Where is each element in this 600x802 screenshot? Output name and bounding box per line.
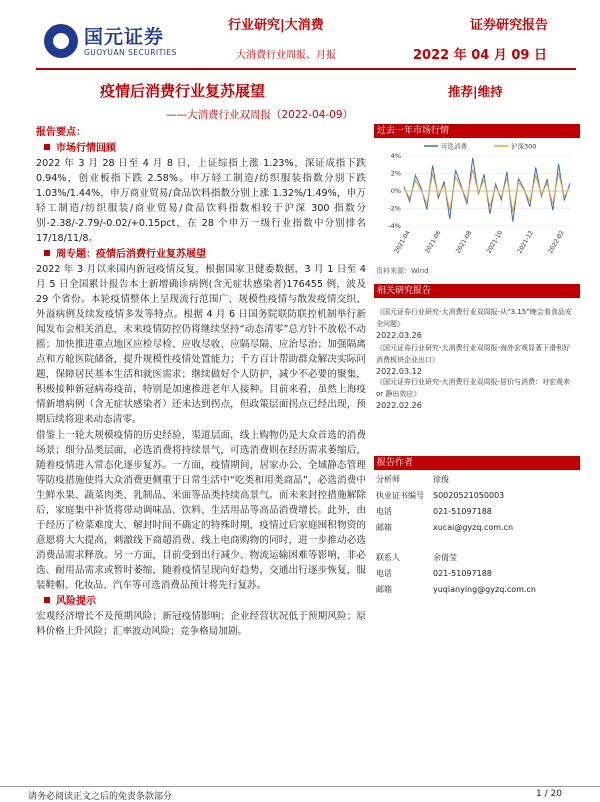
report-subtitle: ——大消费行业双周报（2022-04-09） [166,109,354,121]
contact-email-row: 邮箱 yuqianying@gyzq.com.cn [376,585,536,594]
footer-divider [0,786,600,787]
chart-source: 资料来源：Wind [376,267,429,275]
x-tick-label: 2021-10 [485,229,505,255]
bullet-square-icon [44,597,50,603]
y-tick-label: -4% [388,222,401,230]
report-category: 行业研究|大消费 [228,18,324,33]
legend-label: 可选消费 [441,142,467,151]
related-report-item: 《国元证券行业研究-大消费行业双周报-从“3.15”晚会看食品安全问题》 2022.03.26 [376,308,572,340]
section-bullet-risk: 风险提示 [36,594,366,609]
chart-section-title: 过去一年市场行情 [374,124,580,138]
logo-name-en: GUOYUAN SECURITIES [84,48,177,57]
header-divider [36,68,576,70]
analyst-phone-row: 电话 021-51097188 [376,507,492,516]
report-date: 2022 年 04 月 09 日 [413,48,547,63]
series-line-0 [404,158,570,222]
y-tick-label: 0% [390,187,401,195]
report-summary [36,124,366,640]
related-report-item: 《国元证券行业研究-大消费行业双周报-海外宏观显著下滑利好消费板块企业出口》 2022.03.12 [376,344,571,376]
logo-name-cn: 国元证券 [84,26,165,48]
report-subcategory: 大消费行业周报、月报 [236,50,336,61]
section-bullet-market: 市场行情回顾 [36,141,366,156]
x-tick-label: 2021-08 [454,229,474,255]
related-research-title: 相关研究报告 [374,284,580,298]
topic-text-2: 借鉴上一轮大规模疫情的历史经验，渠道层面，线上购物仍是大众首选的消费场景；细分品类层面，必选消费将持续景气，可选消费则在经历需求萎缩后，随着疫情进入常态化逐步复苏。一方面，疫情期间，居家办公、全域静态管理等防疫措施使得大众消费更侧重于日常生活中“吃类和用类商品”，必选消费中生鲜水果、蔬菜肉类、乳制品、米面等品类持续高景气。而未来封控措施解除后，家庭集中补货将带动调味品、饮料、生活用品等高品消费增长。此外，由于经历了检菜难度大、解封时间不确定的特殊时期，疫情过后家庭囤积物资的意愿将大大提高，刺激线下商超消费、线上电商购物的同时，进一步推动必选消费品需求释放。另一方面，目前受到出行减少、物流运输困难等影响，非必选、耐用品需求或暂时萎缩，随着疫情呈现向好趋势，交通出行逐步恢复，服装鞋帽、化妆品、汽车等可选消费品预计将先行复苏。 [36,430,366,591]
x-tick-label: 2021-04 [393,229,412,255]
risk-text: 宏观经济增长不及预期风险；新冠疫情影响；企业经营状况低于预期风险；原料价格上升风险；汇率波动风险；竞争格局加剧。 [36,611,366,637]
analyst-name-row: 分析师 徐俊 [376,475,449,484]
market-chart [374,138,580,258]
x-tick-label: 2022-02 [547,229,566,255]
company-logo [44,22,194,64]
analyst-section-title: 报告作者 [374,456,580,470]
y-tick-label: 2% [390,169,401,178]
x-tick-label: 2021-06 [423,229,443,255]
bullet-square-icon [44,250,50,256]
disclaimer-note: 请务必阅读正文之后的免责条款部分 [28,792,173,802]
x-tick-label: 2021-12 [516,229,535,255]
logo-mark-icon [44,24,78,58]
section-bullet-topic: 周专题：疫情后消费行业复苏展望 [36,247,366,262]
legend-label: 沪深300 [511,142,537,151]
analyst-license-row: 执业证书编号 S0020521050003 [376,491,505,500]
page-number: 1 / 20 [536,789,562,799]
report-title: 疫情后消费行业复苏展望 [100,82,266,100]
summary-heading: 报告要点： [36,127,86,138]
y-tick-label: 4% [390,152,401,160]
market-review-text: 2022 年 3 月 28 日至 4 月 8 日，上证综指上涨 1.23%，深证成指下跌 0.94%，创业板指下跌 2.58%。申万轻工制造/纺织服装指数分别下跌 1.03%/1.44%，申万商业贸易/食品饮料指数分别上涨 1.32%/1.49%，申万轻工制造/纺织服装/商业贸易/食品饮料指数相较于沪深 300 指数分别-2.38/-2.79/-0.02/+0.15pct，在 28 个申万一级行业指数中分别排名 17/18/11/8。 [36,158,366,244]
related-report-item: 《国元证券行业研究-大消费行业双周报-居价与消费：对宏观来 or 静出效应》 2022.02.26 [376,378,571,410]
investment-rating: 推荐|维持 [448,84,503,99]
contact-name-row: 联系人 余倩莹 [376,553,457,562]
topic-text-1: 2022 年 3 月以来国内新冠疫情反复，根据国家卫健委数据，3 月 1 日至 4 月 5 日全国累计报告本土新增确诊病例(含无症状感染者)176455 例，波及 29 个省份。本轮疫情整体上呈现流行范围广、规模性疫情与散发疫情交织、外溢病例及续发疫情多发等特点。根据 4 月 6 日国务院联防联控机制举行新闻发布会相关消息，未来疫情防控仍将继续坚持“动态清零”总方针不放松不动摇；加快推进重点地区应检尽检、应收尽收、应隔尽隔、应治尽治；加强隔离点和方舱医院储备，提升规模性疫情处置能力；千方百计帮助群众解决实际问题，保障居民基本生活和就医需求；继续做好个人防护，减少不必要的聚集，积极接种新冠病毒疫苗，特别是加速推进老年人接种。目前来看，虽然上海疫情新增病例（含无症状感染者）还未达到拐点，但政策层面拐点已经出现，预期后续将迎来动态清零。 [36,264,366,425]
bullet-square-icon [44,144,50,150]
y-tick-label: -2% [388,204,401,213]
contact-phone-row: 电话 021-51097188 [376,569,492,578]
analyst-email-row: 邮箱 xucai@gyzq.com.cn [376,523,514,532]
report-type: 证券研究报告 [470,18,549,33]
